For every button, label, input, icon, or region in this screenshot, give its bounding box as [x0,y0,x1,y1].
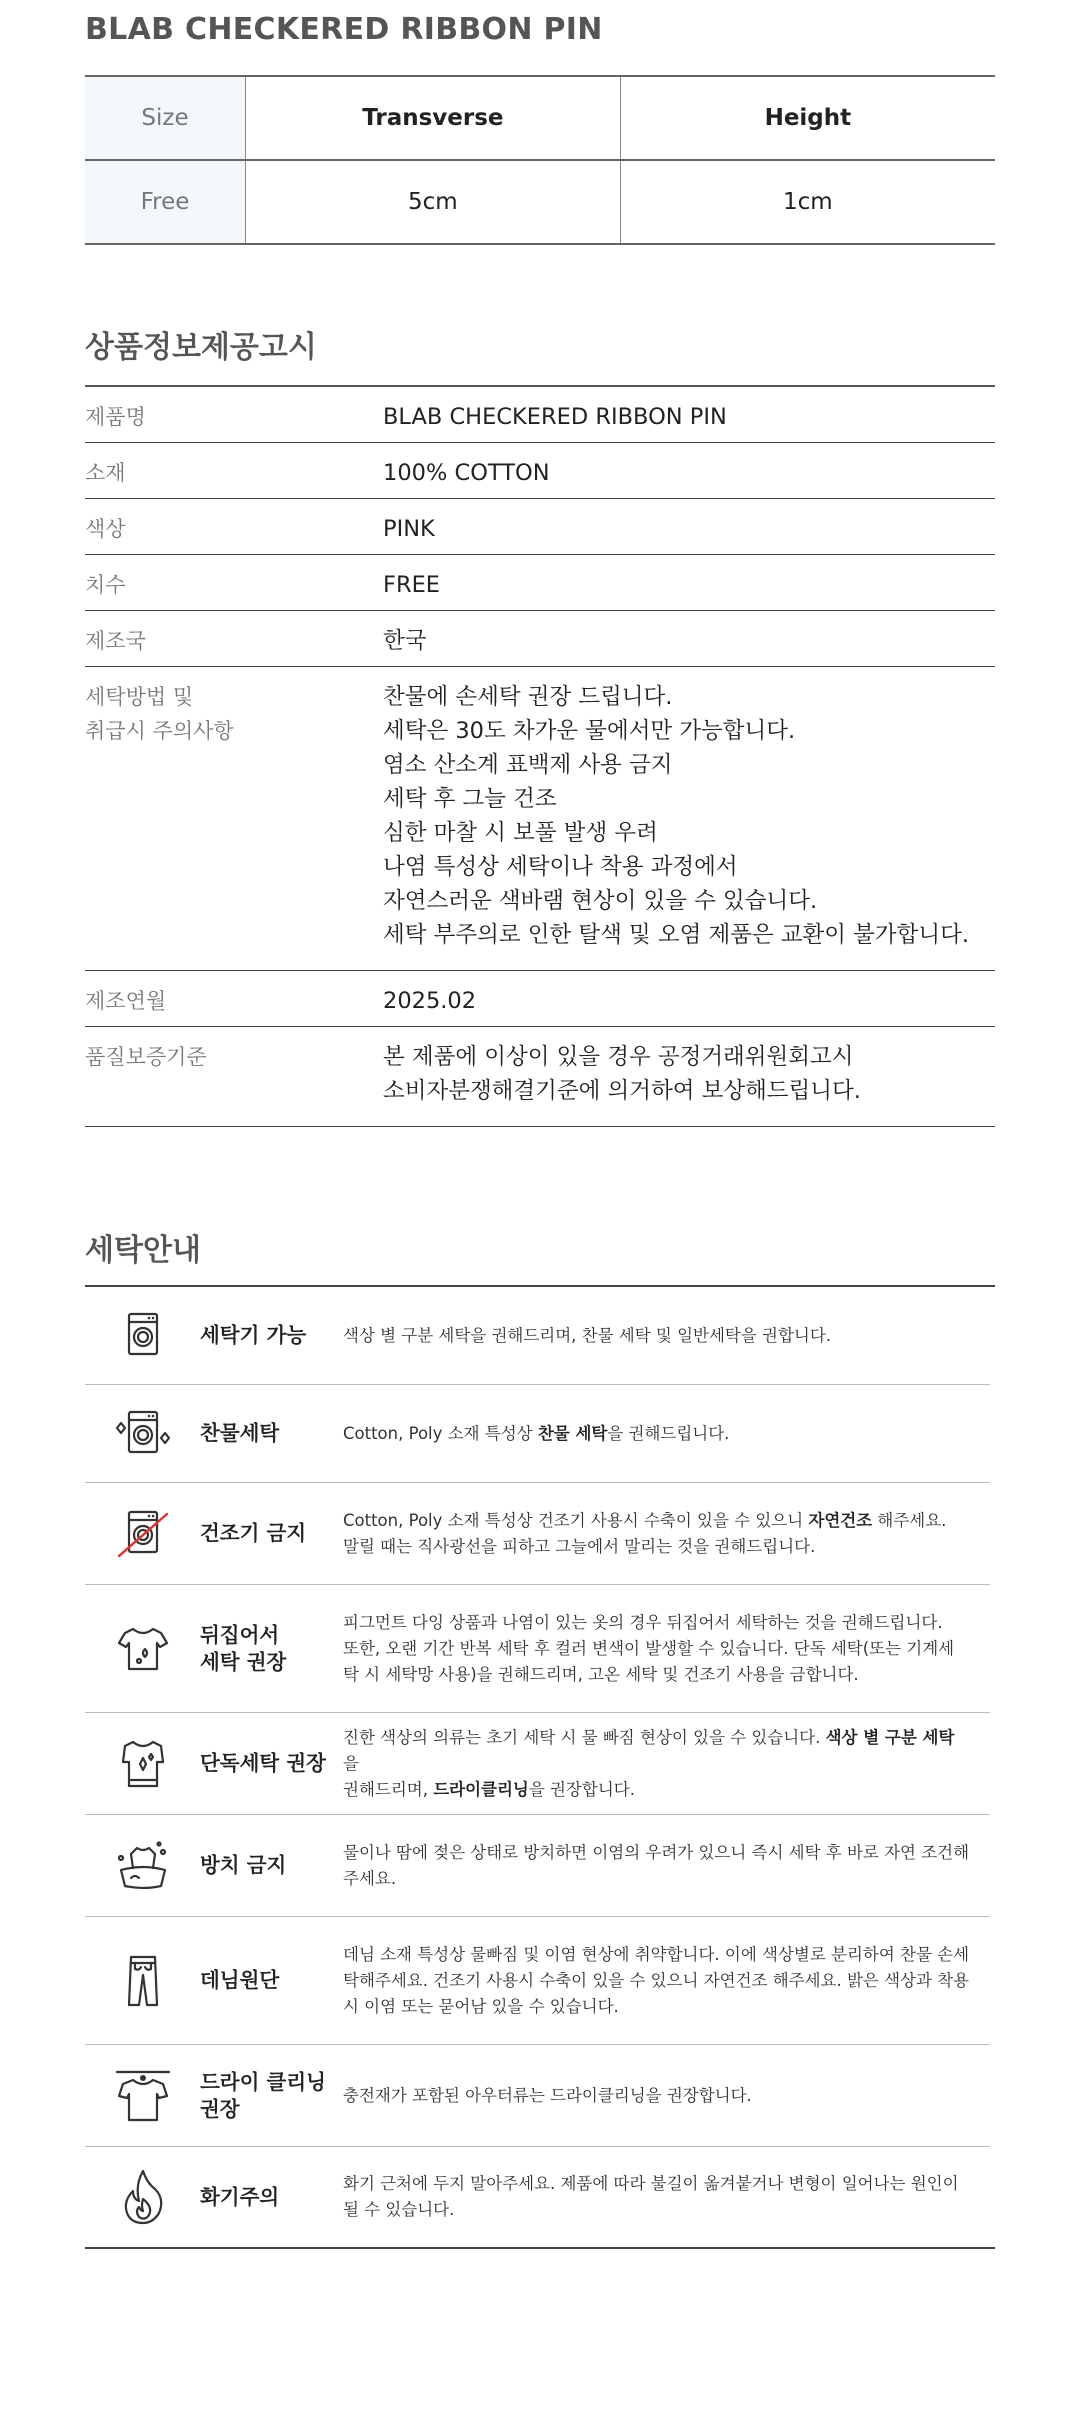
product-title: BLAB CHECKERED RIBBON PIN [85,12,603,47]
size-row-height: 1cm [620,160,995,244]
wash-guide-description: 물이나 땀에 젖은 상태로 방치하면 이염의 우려가 있으니 즉시 세탁 후 바로 자연 조건해 주세요. [343,1842,970,1888]
info-value: 2025.02 [383,988,477,1014]
size-header-label: Size [85,76,246,160]
flame-icon [85,2165,200,2229]
info-key: 치수 [85,573,126,597]
no-soaking-icon [85,1834,200,1898]
wash-guide-name: 세탁기 가능 [200,1323,307,1347]
wash-guide-description: 데님 소재 특성상 물빠짐 및 이염 현상에 취약합니다. 이에 색상별로 분리하여 찬물 손세 탁해주세요. 건조기 사용시 수축이 있을 수 있으니 자연건조 해주세요. 밝은 색상과 착용 시 이염 또는 묻어남 있을 수 있습니다. [343,1944,970,2016]
size-table-header-row [85,76,995,160]
info-key: 제조연월 [85,989,167,1013]
wash-guide-name: 데님원단 [200,1968,280,1992]
separate-wash-icon [85,1732,200,1796]
info-value: 찬물에 손세탁 권장 드립니다. 세탁은 30도 차가운 물에서만 가능합니다. 염소 산소계 표백제 사용 금지 세탁 후 그늘 건조 심한 마찰 시 보풀 발생 우려 나염 특성상 세탁이나 착용 과정에서 자연스러운 색바램 현상이 있을 수 있습니다. 세탁 부주의로 인한 탈색 및 오염 제품은 교환이 불가합니다. [383,684,970,948]
size-table-row [85,160,995,244]
wash-guide-title: 세탁안내 [85,1233,201,1268]
wash-guide-row [85,1713,990,1815]
info-value: PINK [383,516,435,542]
info-value: 한국 [383,628,427,654]
info-row [85,499,995,555]
wash-guide-name: 드라이 클리닝 권장 [200,2069,326,2121]
size-row-transverse: 5cm [246,160,621,244]
wash-guide-list [85,1285,995,2249]
inside-out-shirt-icon [85,1617,200,1681]
wash-guide-row [85,2147,990,2247]
wash-guide-description: 색상 별 구분 세탁을 권해드리며, 찬물 세탁 및 일반세탁을 권합니다. [343,1325,832,1345]
info-value: FREE [383,572,441,598]
info-row [85,387,995,443]
info-key: 세탁방법 및 취급시 주의사항 [85,685,234,743]
wash-guide-name: 방치 금지 [200,1853,287,1877]
wash-guide-name: 단독세탁 권장 [200,1751,326,1775]
info-key: 제품명 [85,405,146,429]
wash-guide-row [85,2045,990,2147]
dry-clean-hanger-icon [85,2064,200,2128]
wash-guide-row [85,1483,990,1585]
wash-guide-row [85,1585,990,1713]
info-value: BLAB CHECKERED RIBBON PIN [383,404,727,430]
info-value: 본 제품에 이상이 있을 경우 공정거래위원회고시 소비자분쟁해결기준에 의거하여 보상해드립니다. [383,1044,861,1104]
wash-guide-row [85,1385,990,1483]
wash-guide-description: 피그먼트 다잉 상품과 나염이 있는 옷의 경우 뒤집어서 세탁하는 것을 권해드립니다. 또한, 오랜 기간 반복 세탁 후 컬러 변색이 발생할 수 있습니다. 단독 세탁(또는 기계세 탁 시 세탁망 사용)을 권해드리며, 고온 세탁 및 건조기 사용을 금합니다. [343,1612,955,1684]
wash-guide-row [85,1917,990,2045]
no-dryer-icon [85,1502,200,1566]
info-row [85,971,995,1027]
washing-machine-icon [85,1304,200,1368]
wash-guide-description: 화기 근처에 두지 말아주세요. 제품에 따라 불길이 옮겨붙거나 변형이 일어나는 원인이 될 수 있습니다. [343,2174,959,2219]
cold-wash-icon [85,1402,200,1466]
info-key: 소재 [85,461,126,485]
info-row [85,443,995,499]
size-table [85,75,995,245]
info-row [85,611,995,667]
wash-guide-name: 뒤집어서 세탁 권장 [200,1622,287,1674]
wash-guide-description: Cotton, Poly 소재 특성상 건조기 사용시 수축이 있을 수 있으니 자연건조 해주세요. 말릴 때는 직사광선을 피하고 그늘에서 말리는 것을 권해드립니다. [343,1510,947,1556]
info-key: 품질보증기준 [85,1045,207,1069]
info-key: 색상 [85,517,126,541]
product-info-title: 상품정보제공고시 [85,330,317,365]
size-header-height: Height [620,76,995,160]
size-header-transverse: Transverse [246,76,621,160]
info-row [85,667,995,971]
info-row [85,1027,995,1127]
denim-jeans-icon [85,1949,200,2013]
product-info-table [85,385,995,1127]
info-value: 100% COTTON [383,460,550,486]
wash-guide-description: 진한 색상의 의류는 초기 세탁 시 물 빠짐 현상이 있을 수 있습니다. 색상 별 구분 세탁을 권해드리며, 드라이클리닝을 권장합니다. [343,1727,955,1799]
wash-guide-name: 건조기 금지 [200,1521,307,1545]
wash-guide-row [85,1815,990,1917]
size-row-label: Free [85,160,246,244]
wash-guide-name: 화기주의 [200,2184,280,2209]
wash-guide-row [85,1287,990,1385]
wash-guide-description: Cotton, Poly 소재 특성상 찬물 세탁을 권해드립니다. [343,1423,730,1443]
info-row [85,555,995,611]
info-key: 제조국 [85,629,146,653]
wash-guide-name: 찬물세탁 [200,1421,280,1445]
wash-guide-description: 충전재가 포함된 아우터류는 드라이클리닝을 권장합니다. [343,2085,752,2105]
